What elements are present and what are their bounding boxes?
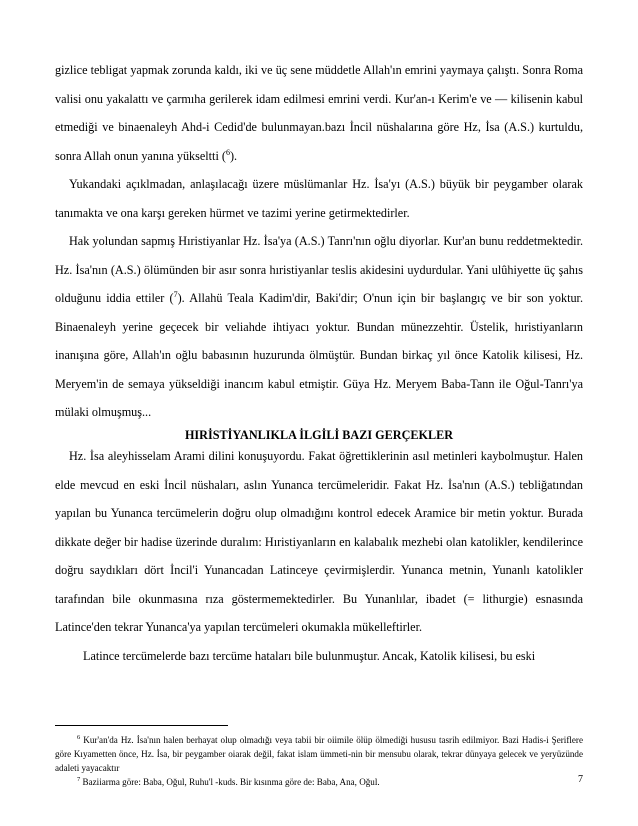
footnote-marker: 6 xyxy=(77,733,81,741)
footnote xyxy=(55,775,583,789)
footnote xyxy=(55,733,583,775)
paragraph-text: Yukandaki açıklmadan, anlaşılacağı üzere müslümanlar Hz. İsa'yı (A.S.) büyük bir peygamber olarak tanımakta ve ona karşı gereken hürmet ve tazimi yerine getirmektedirler. xyxy=(55,177,583,220)
footnote-divider xyxy=(55,725,228,726)
body-text-lower xyxy=(55,442,583,670)
paragraph xyxy=(55,642,583,671)
paragraph xyxy=(55,442,583,642)
section-heading: HIRİSTİYANLIKLA İLGİLİ BAZI GERÇEKLER xyxy=(184,428,454,442)
page-number: 7 xyxy=(578,774,583,785)
footnote-text: Baziiarma göre: Baba, Oğul, Ruhu'l -kuds. Bir kısınma göre de: Baba, Ana, Oğul. xyxy=(82,777,380,787)
paragraph-text: Latince tercümelerde bazı tercüme hataları bile bulunmuştur. Ancak, Katolik kilisesi, bu eski xyxy=(83,648,536,663)
body-text-upper xyxy=(55,56,583,427)
paragraph xyxy=(55,227,583,427)
paragraph-text: Hz. İsa aleyhisselam Arami dilini konuşuyordu. Fakat öğrettiklerinin asıl metinleri kaybolmuştur. Halen elde mevcud en eski İncil nüshaları, aslın Yunanca tercümeleridir. Fakat Hz. İsa'nın (A.S.) tebliğatından yapılan bu Yunanca tercümelerin doğru olup olmadığını kontrol edecek Aramice bir metin yoktur. Burada dikkate değer bir hadise üzerinde duralım: Hıristiyanların en kalabalık mezhebi olan katolikler, kendilerince doğru saydıkları dört İncil'i Yunancadan Latinceye çevirmişlerdir. Yunanca metnin, Yunanlı katolikler tarafından bile okunmasına rıza göstermemektedirler. Bu Yunanlılar, ibadet (= lithurgie) esnasında Latince'den tekrar Yunanca'ya yapılan tercümeleri okumakla mükelleftirler. xyxy=(55,449,583,634)
footnote-reference: 6 xyxy=(225,147,230,157)
footnotes xyxy=(55,733,583,789)
footnote-marker: 7 xyxy=(77,775,81,783)
paragraph-text: gizlice tebligat yapmak zorunda kaldı, iki ve üç sene müddetle Allah'ın emrini yaymaya çalıştı. Sonra Roma valisi onu yakalattı ve çarmıha gerilerek idam edilmesi emrini verdi. Kur'an-ı Kerim'e ve — kilisenin kabul etmediği ve binaenaleyh Ahd-i Cedid'de bulunmayan.bazı İncil nüshalarına göre Hz, İsa (A.S.) kurtuldu, sonra Allah onun yanına yükseltti ( xyxy=(55,63,583,163)
paragraph xyxy=(55,56,583,170)
paragraph-text: ). Allahü Teala Kadim'dir, Baki'dir; O'nun için bir başlangıç ve bir son yoktur. Binaenaleyh yerine geçecek bir veliahde ihtiyacı yoktur. Bundan münezzehtir. Üstelik, hıristiyanların inanışına göre, Allah'ın oğlu babasının huzurunda ölmüştür. Bundan birkaç yıl önce Katolik kilisesi, Hz. Meryem'in de semaya yükseldiği inancım kabul etmiştir. Güya Hz. Meryem Baba-Tann ile Oğul-Tanrı'ya mülaki olmuşmuş... xyxy=(55,291,583,419)
paragraph-text: ). xyxy=(229,148,238,163)
footnote-reference: 7 xyxy=(173,289,178,299)
footnote-text: Kur'an'da Hz. İsa'nın halen berhayat olup olmadığı veya tabii bir oiimile ölüp ölmediği hususu tasrih edilmiyor. Bazi Hadis-i Şeriflere göre Kıyametten önce, Hz. İsa, bir peygamber oiarak değil, fakat islam ümmeti-nin bir mensubu olarak, tekrar dünyaya gelecek ve yeryüzünde adaleti yayacaktır xyxy=(55,735,583,773)
paragraph-text: Hak yolundan sapmış Hıristiyanlar Hz. İsa'ya (A.S.) Tanrı'nın oğlu diyorlar. Kur'an bunu reddetmektedir. Hz. İsa'nın (A.S.) ölümünden bir asır sonra hıristiyanlar teslis akidesini uydurdular. Yani ulûhiyette üç şahıs olduğunu iddia ettiler ( xyxy=(55,234,583,305)
paragraph xyxy=(55,170,583,227)
